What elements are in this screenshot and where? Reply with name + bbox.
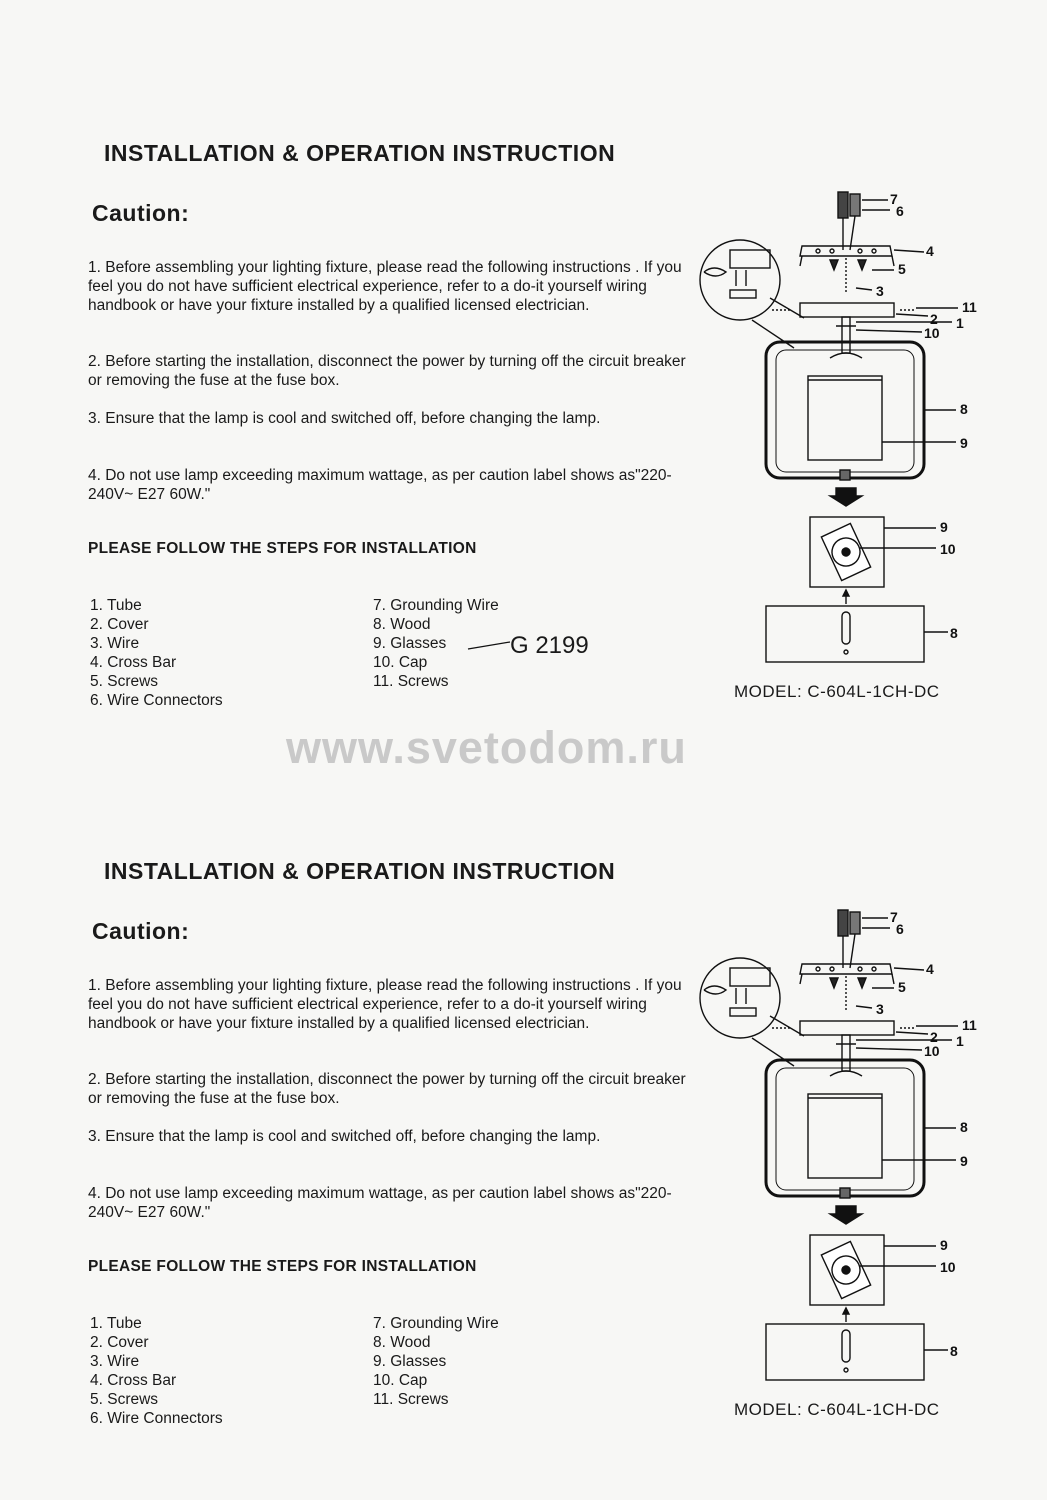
diagram-label: 5 [898,979,906,995]
diagram-label: 8 [960,401,968,417]
page-title: INSTALLATION & OPERATION INSTRUCTION [104,858,616,884]
diagram-label: 9 [960,1153,968,1169]
cross-bar-shape [800,964,892,974]
part-item: 8. Wood [373,1334,431,1351]
diagram-label: 8 [950,1343,958,1359]
instruction-sheet-top [0,0,1047,718]
wire-connector-shape [850,194,860,216]
diagram-label: 9 [940,519,948,535]
down-arrow-icon [830,1206,862,1224]
glass-code-leader-line [466,636,512,652]
caution-paragraph-2: 2. Before starting the installation, disconnect the power by turning off the circuit breaker or removing the fuse at the fuse box. [88,353,686,389]
part-item: 9. Glasses [373,635,447,652]
wood-frame-shape [766,1060,924,1196]
caution-paragraph-4: 4. Do not use lamp exceeding maximum wattage, as per caution label shows as"220-240V~ E27 60W." [88,467,672,503]
part-item: 4. Cross Bar [90,1372,177,1389]
cover-plate-shape [800,1021,894,1035]
diagram-label: 7 [890,191,898,207]
parts-list-left [90,596,223,710]
diagram-label: 8 [950,625,958,641]
page-title: INSTALLATION & OPERATION INSTRUCTION [104,140,616,166]
down-arrow-icon [830,488,862,506]
part-item: 9. Glasses [373,1353,447,1370]
wire-connector-shape [838,910,848,936]
diagram-label: 10 [924,1043,940,1059]
part-item: 6. Wire Connectors [90,692,223,709]
caution-heading: Caution: [92,200,190,226]
diagram-label: 2 [930,311,938,327]
lamp-exploded-view-diagram [690,180,990,680]
caution-paragraph-1: 1. Before assembling your lighting fixture, please read the following instructions . If you feel you do not have sufficient electrical experience, refer to a do-it yourself wiring handbook or have your fixture installed by a qualified licensed electrician. [88,259,682,314]
part-item: 2. Cover [90,1334,149,1351]
steps-heading: PLEASE FOLLOW THE STEPS FOR INSTALLATION [88,1258,477,1275]
part-item: 7. Grounding Wire [373,1315,499,1332]
part-item: 7. Grounding Wire [373,597,499,614]
part-item: 5. Screws [90,1391,159,1408]
part-item: 3. Wire [90,1353,140,1370]
part-item: 10. Cap [373,654,428,671]
diagram-label: 10 [924,325,940,341]
lamp-exploded-view-diagram [690,898,990,1398]
wire-connector-shape [850,912,860,934]
part-item: 11. Screws [373,673,449,690]
glass-shade-shape [808,376,882,460]
caution-paragraph-2: 2. Before starting the installation, disconnect the power by turning off the circuit breaker or removing the fuse at the fuse box. [88,1071,686,1107]
diagram-label: 3 [876,283,884,299]
parts-list-right [373,1314,499,1409]
part-item: 1. Tube [90,597,142,614]
tube-shape [842,317,850,353]
diagram-label: 2 [930,1029,938,1045]
glass-shade-shape [808,1094,882,1178]
caution-paragraph-4: 4. Do not use lamp exceeding maximum wattage, as per caution label shows as"220-240V~ E27 60W." [88,1185,672,1221]
diagram-label: 1 [956,1033,964,1049]
detail-circle [700,958,780,1038]
diagram-label: 4 [926,961,934,977]
part-item: 5. Screws [90,673,159,690]
diagram-label: 10 [940,1259,956,1275]
part-item: 10. Cap [373,1372,428,1389]
part-item: 6. Wire Connectors [90,1410,223,1427]
diagram-label: 6 [896,203,904,219]
wood-frame-shape [766,342,924,478]
caution-paragraph-3: 3. Ensure that the lamp is cool and switched off, before changing the lamp. [88,1128,601,1145]
part-item: 1. Tube [90,1315,142,1332]
diagram-label: 7 [890,909,898,925]
glass-code: G 2199 [510,632,589,659]
tube-shape [842,1035,850,1071]
diagram-label: 6 [896,921,904,937]
screw-shape [830,260,838,270]
caution-paragraph-1: 1. Before assembling your lighting fixture, please read the following instructions . If you feel you do not have sufficient electrical experience, refer to a do-it yourself wiring handbook or have your fixture installed by a qualified licensed electrician. [88,977,682,1032]
screw-shape [830,978,838,988]
diagram-label: 4 [926,243,934,259]
diagram-label: 11 [962,299,977,315]
part-item: 2. Cover [90,616,149,633]
caution-heading: Caution: [92,918,190,944]
diagram-label: 1 [956,315,964,331]
diagram-label: 8 [960,1119,968,1135]
steps-heading: PLEASE FOLLOW THE STEPS FOR INSTALLATION [88,540,477,557]
cross-bar-shape [800,246,892,256]
cover-plate-shape [800,303,894,317]
part-item: 11. Screws [373,1391,449,1408]
detail-circle [700,240,780,320]
caution-paragraph-3: 3. Ensure that the lamp is cool and switched off, before changing the lamp. [88,410,601,427]
diagram-label: 11 [962,1017,977,1033]
part-item: 4. Cross Bar [90,654,177,671]
part-item: 8. Wood [373,616,431,633]
diagram-label: 9 [940,1237,948,1253]
watermark-text: www.svetodom.ru [286,722,687,773]
screw-shape [858,978,866,988]
wire-connector-shape [838,192,848,218]
diagram-label: 5 [898,261,906,277]
screw-shape [858,260,866,270]
model-number: MODEL: C-604L-1CH-DC [734,682,940,701]
part-item: 3. Wire [90,635,140,652]
parts-list-left [90,1314,223,1428]
model-number: MODEL: C-604L-1CH-DC [734,1400,940,1419]
diagram-label: 9 [960,435,968,451]
diagram-label: 3 [876,1001,884,1017]
diagram-label: 10 [940,541,956,557]
instruction-sheet-bottom [0,718,1047,1436]
